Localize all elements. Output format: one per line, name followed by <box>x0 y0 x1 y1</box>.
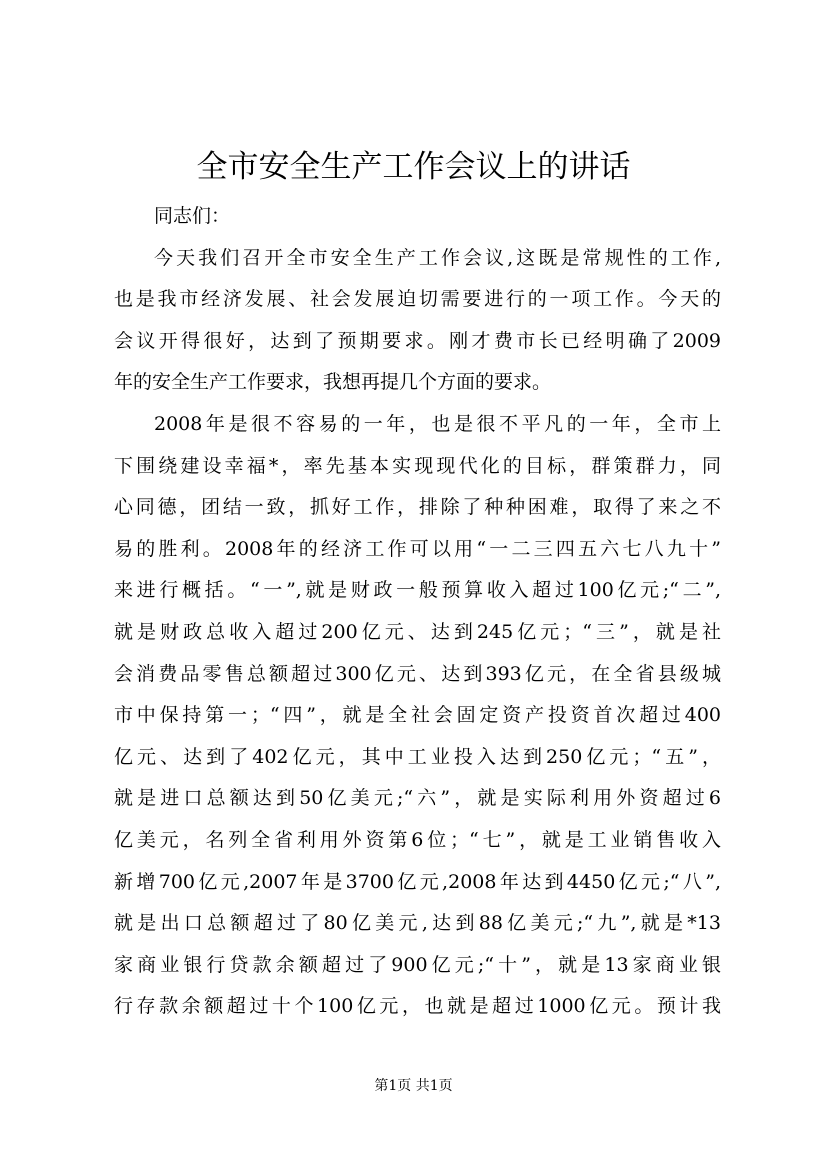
document-body <box>114 196 721 1028</box>
text-line: 亿元、达到了402亿元，其中工业投入达到250亿元；“五”， <box>114 745 721 768</box>
text-line: 会议开得很好，达到了预期要求。刚才费市长已经明确了2009 <box>114 329 721 352</box>
text-line: 易的胜利。2008年的经济工作可以用“一二三四五六七八九十” <box>114 537 721 560</box>
text-line: 市中保持第一；“四”，就是全社会固定资产投资首次超过400 <box>114 704 721 727</box>
text-line: 今天我们召开全市安全生产工作会议,这既是常规性的工作, <box>154 246 721 269</box>
text-line: 新增700亿元,2007年是3700亿元,2008年达到4450亿元;“八”, <box>114 870 721 893</box>
greeting-line: 同志们： <box>154 205 231 227</box>
text-line: 来进行概括。“一”,就是财政一般预算收入超过100亿元;“二”, <box>114 579 721 602</box>
page-footer: 第1页 共1页 <box>374 1078 453 1094</box>
text-line: 会消费品零售总额超过300亿元、达到393亿元，在全省县级城 <box>114 662 721 685</box>
document-title: 全市安全生产工作会议上的讲话 <box>196 149 631 185</box>
text-line: 下围绕建设幸福*，率先基本实现现代化的目标，群策群力，同 <box>114 454 721 477</box>
text-line: 亿美元，名列全省利用外资第6位；“七”，就是工业销售收入 <box>114 828 721 851</box>
text-line: 年的安全生产工作要求，我想再提几个方面的要求。 <box>114 371 552 394</box>
text-line: 行存款余额超过十个100亿元，也就是超过1000亿元。预计我 <box>114 995 721 1018</box>
text-line: 心同德，团结一致，抓好工作，排除了种种困难，取得了来之不 <box>114 496 721 519</box>
text-line: 就是财政总收入超过200亿元、达到245亿元；“三”，就是社 <box>114 620 721 643</box>
text-line: 家商业银行贷款余额超过了900亿元;“十”，就是13家商业银 <box>114 953 721 976</box>
text-line: 2008年是很不容易的一年，也是很不平凡的一年，全市上 <box>154 412 721 435</box>
text-line: 也是我市经济发展、社会发展迫切需要进行的一项工作。今天的 <box>114 288 721 311</box>
text-line: 就是进口总额达到50亿美元;“六”，就是实际利用外资超过6 <box>114 787 721 810</box>
text-line: 就是出口总额超过了80亿美元,达到88亿美元;“九”,就是*13 <box>114 912 721 935</box>
